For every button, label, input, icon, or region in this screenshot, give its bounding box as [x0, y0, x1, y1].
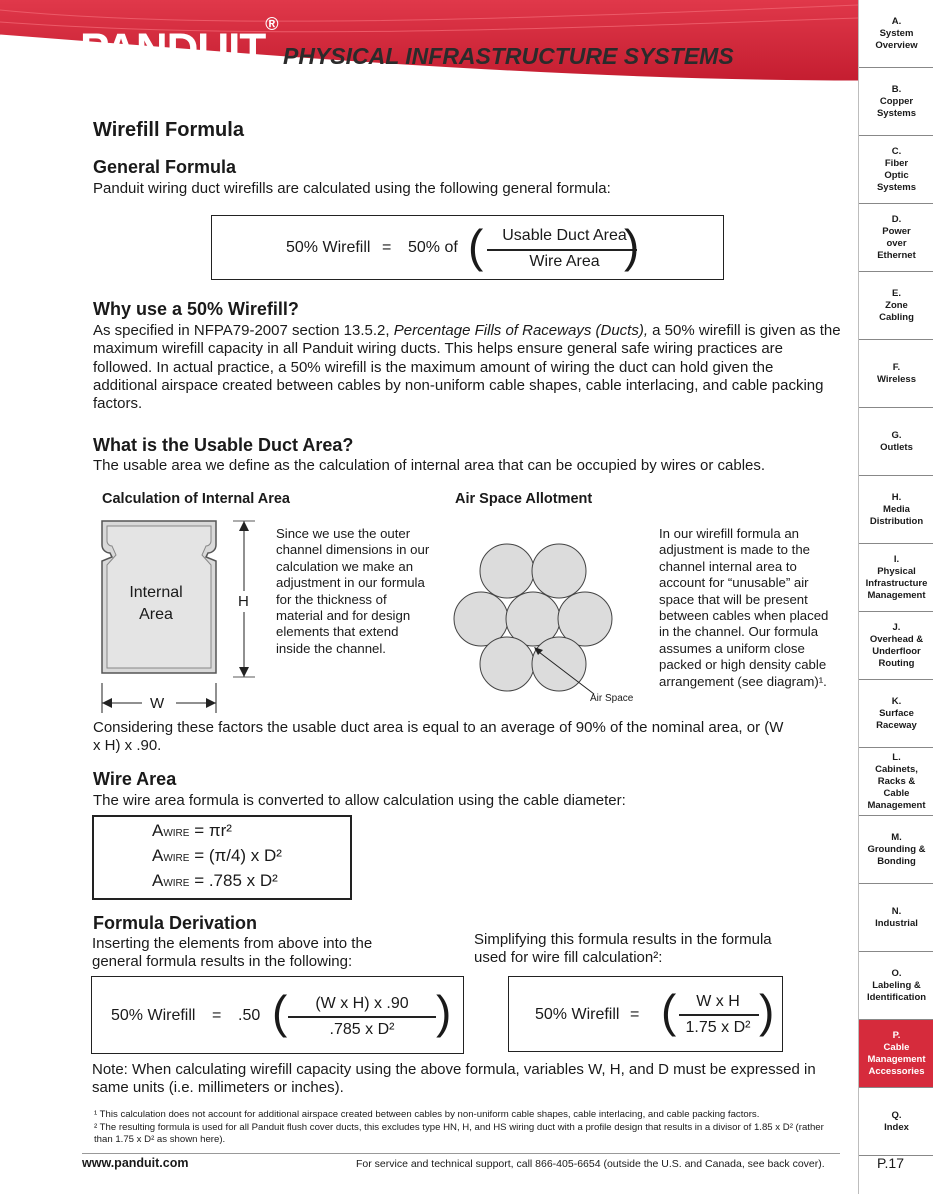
considering-text: Considering these factors the usable duct area is equal to an average of 90% of the nominal area, or (W x H) x .90. — [93, 719, 784, 755]
sidebar-tab-j[interactable]: J. Overhead & Underfloor Routing — [859, 612, 933, 680]
general-formula-text: Panduit wiring duct wirefills are calculated using the following general formula: — [93, 180, 611, 197]
section-sidebar — [858, 0, 933, 1194]
sidebar-tab-e[interactable]: E. Zone Cabling — [859, 272, 933, 340]
deriv1-fraction-bar — [288, 1016, 436, 1018]
sidebar-tab-d[interactable]: D. Power over Ethernet — [859, 204, 933, 272]
deriv2-lhs: 50% Wirefill — [535, 1006, 620, 1023]
wire-heading: Wire Area — [93, 769, 177, 789]
sidebar-tab-f[interactable]: F. Wireless — [859, 340, 933, 408]
wire-formula-1: AWIRE = πr² — [152, 821, 232, 840]
usable-text: The usable area we define as the calculation of internal area that can be occupied by wires or cables. — [93, 457, 766, 474]
height-label: H — [238, 593, 249, 610]
sidebar-tab-h[interactable]: H. Media Distribution — [859, 476, 933, 544]
usable-heading: What is the Usable Duct Area? — [93, 435, 354, 455]
sidebar-tab-g[interactable]: G. Outlets — [859, 408, 933, 476]
deriv1-numerator: (W x H) x .90 — [315, 995, 409, 1012]
air-heading: Air Space Allotment — [455, 491, 593, 507]
sidebar-tab-l[interactable]: L. Cabinets, Racks & Cable Management — [859, 748, 933, 816]
derivation-heading: Formula Derivation — [93, 913, 258, 933]
fraction-bar — [487, 249, 637, 251]
deriv2-equals: = — [630, 1006, 640, 1023]
footer-divider — [82, 1153, 840, 1154]
header-tagline: PHYSICAL INFRASTRUCTURE SYSTEMS — [283, 43, 734, 69]
air-space-diagram — [448, 527, 648, 712]
deriv2-right-paren: ) — [759, 985, 775, 1037]
sidebar-tab-a[interactable]: A. System Overview — [859, 0, 933, 68]
formula-numerator: Usable Duct Area — [502, 227, 627, 244]
general-formula-box — [211, 215, 724, 280]
formula-lhs: 50% Wirefill — [286, 239, 371, 256]
page-number: P.17 — [877, 1155, 904, 1171]
wire-formula-2: AWIRE = (π/4) x D² — [152, 846, 282, 865]
right-paren: ) — [624, 220, 640, 272]
sidebar-tab-q[interactable]: Q. Index — [859, 1088, 933, 1156]
sidebar-tab-b[interactable]: B. Copper Systems — [859, 68, 933, 136]
sidebar-tab-c[interactable]: C. Fiber Optic Systems — [859, 136, 933, 204]
left-paren: ( — [468, 220, 484, 272]
deriv1-right-paren: ) — [436, 986, 452, 1038]
deriv1-equals: = — [212, 1007, 222, 1024]
derivation-left-text: Inserting the elements from above into the general formula results in the following: — [92, 935, 373, 971]
sidebar-tab-m[interactable]: M. Grounding & Bonding — [859, 816, 933, 884]
page-title: Wirefill Formula — [93, 119, 244, 141]
sidebar-tab-n[interactable]: N. Industrial — [859, 884, 933, 952]
calc-text: Since we use the outer channel dimensions in our calculation we make an adjustment in our formula for the thickness of material and for design elements that extend inside the channel. — [276, 526, 430, 656]
general-formula-heading: General Formula — [93, 157, 237, 177]
deriv2-denominator: 1.75 x D² — [685, 1019, 751, 1036]
deriv1-left-paren: ( — [272, 986, 288, 1038]
area-label: Area — [139, 606, 173, 623]
brand-logo: PANDUIT® — [80, 14, 278, 74]
deriv2-numerator: W x H — [696, 993, 740, 1010]
deriv1-lhs: 50% Wirefill — [111, 1007, 196, 1024]
deriv1-denominator: .785 x D² — [329, 1021, 395, 1038]
calc-heading: Calculation of Internal Area — [102, 491, 290, 507]
wire-area-box — [92, 815, 352, 900]
deriv2-left-paren: ( — [661, 985, 677, 1037]
formula-equals: = — [382, 239, 392, 256]
internal-area-label — [110, 582, 202, 626]
wire-formula-3: AWIRE = .785 x D² — [152, 871, 278, 890]
air-space-label: Air Space — [590, 693, 634, 704]
derivation-formula-box-2 — [508, 976, 783, 1052]
formula-percent: 50% of — [408, 239, 458, 256]
sidebar-tab-k[interactable]: K. Surface Raceway — [859, 680, 933, 748]
width-label: W — [150, 695, 165, 712]
formula-denominator: Wire Area — [529, 253, 600, 270]
air-text: In our wirefill formula an adjustment is made to the channel internal area to account for “unusable” air space that will be present between cables when placed in the channel. Our formula assumes a uniform close packed or high density cable arrangement (see diagram)¹. — [659, 526, 829, 689]
note-text: Note: When calculating wirefill capacity using the above formula, variables W, H, and D must be expressed in same units (i.e. millimeters or inches). — [92, 1061, 816, 1097]
derivation-formula-box-1 — [91, 976, 464, 1054]
wire-text: The wire area formula is converted to allow calculation using the cable diameter: — [93, 792, 626, 809]
footer-url[interactable]: www.panduit.com — [82, 1156, 189, 1170]
sidebar-tab-p[interactable]: P. Cable Management Accessories — [859, 1020, 933, 1088]
footer-support: For service and technical support, call 866-405-6654 (outside the U.S. and Canada, see back cover). — [356, 1158, 825, 1170]
internal-label: Internal — [129, 584, 183, 601]
sidebar-tab-o[interactable]: O. Labeling & Identification — [859, 952, 933, 1020]
footnote-1: ¹ This calculation does not account for additional airspace created between cables by non-uniform cable shapes, cable interlacing, and cable packing factors. — [94, 1109, 760, 1120]
header-banner — [0, 0, 858, 82]
deriv1-factor: .50 — [238, 1007, 261, 1024]
why-text: As specified in NFPA79-2007 section 13.5.2, Percentage Fills of Raceways (Ducts), a 50% wirefill is given as the maximum wirefill capacity in all Panduit wiring ducts. This helps ensure general safe wiring practices are followed. In actual practice, a 50% wirefill is the maximum amount of wiring the duct can hold given the additional airspace created between cables by non-uniform cable shapes, cable interlacing, and cable packing factors. — [93, 322, 841, 413]
why-heading: Why use a 50% Wirefill? — [93, 299, 299, 319]
sidebar-tab-i[interactable]: I. Physical Infrastructure Management — [859, 544, 933, 612]
footnote-2: ² The resulting formula is used for all Panduit flush cover ducts, this excludes type HN, H, and HS wiring duct with a profile design that results in a divisor of 1.85 x D² (rather than 1.75 x D² as shown here). — [94, 1122, 824, 1146]
derivation-right-text: Simplifying this formula results in the formula used for wire fill calculation²: — [474, 931, 772, 967]
deriv2-fraction-bar — [679, 1014, 759, 1016]
